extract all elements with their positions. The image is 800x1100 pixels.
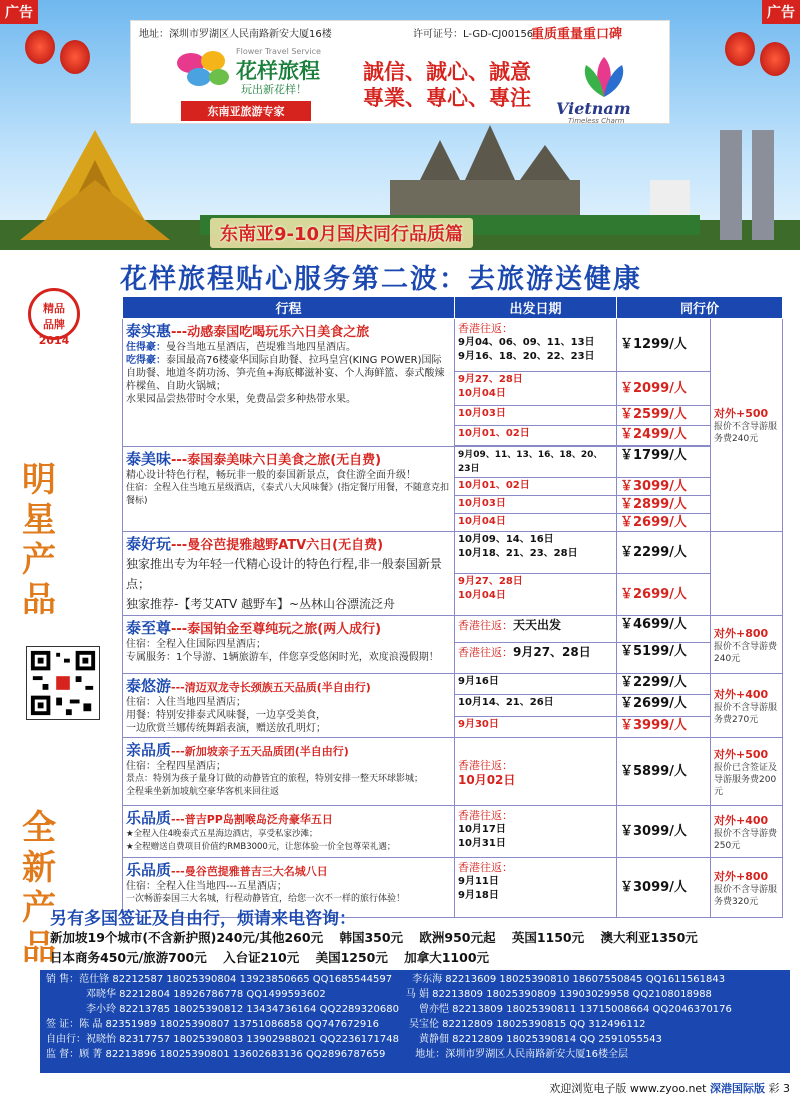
product-name: 乐品质 (126, 861, 172, 879)
visa-item: 入台证210元 (223, 950, 300, 965)
departure-date: 10月09、14、16日 (458, 534, 554, 545)
ad-tag-right: 广告 (762, 0, 800, 24)
product-subtitle: ---曼谷芭提雅越野ATV六日(无自费) (171, 538, 384, 553)
departure-date: 9月04、06、09、11、13日 (458, 337, 595, 348)
desc: 一边欣赏兰娜传统舞蹈表演，赠送放孔明灯； (126, 723, 326, 734)
desc: 曼谷当地五星酒店，芭堤雅当地四星酒店。 (166, 342, 356, 353)
external-surcharge: 对外+500 (714, 747, 769, 761)
departure-date: 9月16日 (458, 676, 499, 687)
table-row (123, 447, 783, 478)
col-price: 同行价 (617, 297, 783, 319)
desc: 住宿：全程四星酒店； (126, 761, 226, 772)
desc: 用餐：特别安排泰式风味餐，一边享受美食， (126, 710, 326, 721)
desc: ★全程赠送自费项目价值约RMB3000元，让您体验一价全包尊荣礼遇； (126, 842, 396, 852)
new-products-label: 全新产品 (22, 808, 56, 968)
departure-date: 10月31日 (458, 838, 506, 849)
product-name: 亲品质 (126, 741, 172, 759)
departure-date: 9月27、28日 (513, 645, 591, 659)
departure-date: 9月30日 (458, 718, 499, 730)
departure-date: 10月04日 (458, 387, 506, 399)
page-title: 花样旅程贴心服务第二波：去旅游送健康 (120, 264, 642, 295)
price: ￥3099/人 (620, 479, 687, 494)
qr-code[interactable] (26, 646, 100, 720)
company-address: 地址：深圳市罗湖区人民南路新安大厦16楼 (139, 29, 332, 40)
price: ￥5899/人 (620, 764, 687, 779)
desc: 住宿：全程入住国际四星酒店； (126, 639, 266, 650)
product-name: 泰至尊 (126, 619, 172, 637)
desc: 独家推荐-【考艾ATV 越野车】~丛林山谷漂流泛舟 (126, 597, 396, 611)
price: ￥4699/人 (620, 617, 687, 632)
price-note: 报价已含签证及导游服务费200元 (714, 762, 778, 797)
visa-item: 韩国350元 (339, 930, 404, 945)
visa-prices (50, 928, 710, 968)
external-surcharge: 对外+400 (714, 813, 769, 827)
price: ￥2699/人 (620, 696, 687, 712)
visa-row-2 (50, 948, 710, 968)
departure-date: 10月01、02日 (458, 428, 530, 440)
more-visa-heading: 另有多国签证及自由行，烦请来电咨询： (50, 909, 356, 929)
hk-label: 香港往返： (458, 619, 513, 632)
footer (0, 1080, 800, 1100)
price: ￥2299/人 (620, 545, 687, 560)
price: ￥2599/人 (620, 407, 687, 423)
product-subtitle: ---新加坡亲子五天品质团(半自由行) (171, 745, 349, 758)
vietnam-text: Vietnam (556, 99, 631, 118)
visa-item: 新加坡19个城市(不含新护照)240元/其他260元 (50, 930, 324, 945)
departure-date: 天天出发 (513, 618, 562, 632)
departure-date: 10月04日 (458, 590, 506, 601)
hk-label: 香港往返： (458, 322, 513, 335)
departure-date: 9月16、18、20、22、23日 (458, 351, 595, 362)
hk-label: 香港往返： (458, 646, 513, 659)
contact-row: 李小玲 82213785 18025390812 13434736164 QQ2289320680 曾亦恺 82213809 18025390811 13715008664 QQ2046370176 (46, 1004, 732, 1015)
page-number: 彩 3 (768, 1082, 790, 1095)
departure-date: 9月27、28日 (458, 576, 523, 587)
brand-name: 花样旅程 (236, 59, 320, 83)
departure-date: 9月27、28日 (458, 373, 523, 385)
season-banner: 东南亚9-10月国庆同行品质篇 (210, 218, 473, 248)
product-subtitle: ---泰国泰美味六日美食之旅(无自费) (171, 453, 382, 468)
price-note: 报价不含导游费250元 (714, 828, 778, 851)
label: 吃得豪： (126, 355, 166, 366)
visa-item: 加拿大1100元 (404, 950, 490, 965)
external-surcharge: 对外+800 (714, 869, 769, 883)
badge-line-3: 2014 (38, 334, 70, 347)
departure-date: 9月11日 (458, 876, 499, 887)
departure-date: 10月03日 (458, 408, 506, 420)
departure-date: 9月18日 (458, 890, 499, 901)
vietnam-lotus-icon (574, 53, 634, 99)
external-surcharge: 对外+800 (714, 626, 769, 640)
desc: 景点：特别为孩子量身订做的动静皆宜的旅程，特别安排一整天环球影城； (126, 774, 424, 784)
brand-service: Flower Travel Service (236, 47, 321, 56)
desc: 住宿：入住当地四星酒店； (126, 697, 246, 708)
vietnam-subtitle: Timeless Charm (568, 117, 625, 125)
desc: 水果园品尝热带时令水果，免费品尝多种热带水果。 (126, 394, 356, 405)
price: ￥3999/人 (620, 717, 687, 733)
price: ￥2099/人 (620, 381, 687, 397)
product-subtitle: ---清迈双龙寺长颈族五天品质(半自由行) (171, 681, 371, 694)
lantern-icon (725, 32, 755, 66)
table-row (123, 616, 783, 643)
vietnam-logo (556, 53, 656, 123)
product-subtitle: ---普吉PP岛割喉岛泛舟豪华五日 (171, 813, 333, 826)
brand-tagline: 东南亚旅游专家 (181, 101, 311, 121)
slogan-line-2: 專業、專心、專注 (363, 86, 531, 110)
table-row (123, 674, 783, 695)
visa-item: 英国1150元 (511, 930, 585, 945)
col-itinerary: 行程 (123, 297, 455, 319)
table-row (123, 532, 783, 574)
price-note: 报价不含导游服务费270元 (714, 702, 778, 725)
contact-row: 邓晓华 82212804 18926786778 QQ1499593602 马 娟 82213809 18025390809 13903029958 QQ2108018988 (46, 989, 712, 1000)
hk-label: 香港往返： (458, 809, 513, 822)
desc: ★全程入住4晚泰式五星海边酒店，享受私家沙滩； (126, 829, 318, 839)
price-note: 报价不含导游费240元 (714, 641, 778, 664)
table-header (123, 297, 783, 319)
table-row (123, 319, 783, 372)
ad-tag-left: 广告 (0, 0, 38, 24)
product-subtitle: ---泰国铂金至尊纯玩之旅(两人成行) (171, 622, 382, 637)
contact-row: 监 督：顾 菁 82213896 18025390801 13602683136 QQ2896787659 地址：深圳市罗湖区人民南路新安大厦16楼全层 (46, 1049, 629, 1060)
product-subtitle: ---曼谷芭提雅普吉三大名城八日 (171, 865, 328, 878)
price: ￥3099/人 (620, 824, 687, 839)
company-info-box (130, 20, 670, 124)
product-name: 泰悠游 (126, 677, 172, 695)
departure-date: 9月09、11、13、16、18、20、23日 (458, 450, 603, 474)
desc: 泰国最高76楼豪华国际自助餐、拉玛皇宫(KING POWER)国际自助餐、地道冬荫功汤、笋壳鱼+海底椰滋补宴、个人海鲜篮、泰式酸辣杵樑鱼、自助火锅城； (126, 355, 445, 392)
departure-date: 10月14、21、26日 (458, 697, 554, 709)
desc: 精心设计特色行程，畅玩非一般的泰国新景点，食住游全面升级！ (126, 470, 416, 481)
table-row (123, 738, 783, 806)
departure-date: 10月04日 (458, 516, 506, 527)
departure-date: 10月17日 (458, 824, 506, 835)
departure-date: 10月01、02日 (458, 480, 530, 491)
desc: 专属服务：1个导游、1辆旅游车，伴您享受悠闲时光，欢度浪漫假期！ (126, 652, 439, 663)
lantern-icon (25, 30, 55, 64)
desc: 独家推出专为年轻一代精心设计的特色行程,非一般泰国新景点； (126, 557, 442, 591)
lantern-icon (760, 42, 790, 76)
contact-row: 自由行：祝晓怡 82317757 18025390803 13902988021 QQ2236171748 黄静佃 82212809 18025390814 QQ 2591055543 (46, 1034, 662, 1045)
departure-date: 10月02日 (458, 772, 516, 787)
slogan-line-1: 誠信、誠心、誠意 (363, 60, 531, 84)
price: ￥1799/人 (620, 448, 687, 463)
footer-text[interactable]: 欢迎浏览电子版 www.zyoo.net (549, 1082, 707, 1095)
desc: 住宿：全程入住当地五星级酒店，《泰式八大风味餐》(指定餐厅用餐，不随意克扣餐标) (126, 483, 450, 506)
visa-item: 美国1250元 (315, 950, 388, 965)
price: ￥3099/人 (620, 880, 687, 895)
product-subtitle: ---动感泰国吃喝玩乐六日美食之旅 (171, 325, 370, 340)
table-row (123, 806, 783, 858)
visa-row-1 (50, 928, 710, 948)
price: ￥2899/人 (620, 497, 687, 512)
brand-badge (28, 288, 80, 347)
price: ￥5199/人 (620, 644, 687, 659)
visa-item: 澳大利亚1350元 (600, 930, 698, 945)
desc: 全程乘坐新加坡航空豪华客机来回往返 (126, 787, 280, 797)
license-number: 许可证号：L-GD-CJ00156 (413, 29, 534, 40)
external-surcharge: 对外+400 (714, 687, 769, 701)
star-products-label: 明星产品 (22, 460, 56, 620)
product-name: 泰美味 (126, 450, 172, 468)
price: ￥1299/人 (620, 337, 687, 353)
desc: 一次畅游泰国三大名城，行程动静皆宜，给您一次不一样的旅行体验！ (126, 894, 406, 904)
brand-subtitle: 玩出新花样！ (241, 83, 307, 96)
lantern-icon (60, 40, 90, 74)
price: ￥2299/人 (620, 675, 687, 690)
quality-motto: 重质重量重口碑 (531, 27, 623, 42)
price-note: 报价不含导游服务费240元 (714, 422, 778, 444)
external-surcharge: 对外+500 (714, 407, 769, 420)
badge-line-2: 品牌 (43, 318, 65, 331)
product-name: 泰实惠 (126, 322, 172, 340)
visa-item: 日本商务450元/旅游700元 (50, 950, 207, 965)
flower-logo-icon (169, 45, 239, 91)
departure-date: 10月03日 (458, 498, 506, 509)
badge-line-1: 精品 (43, 302, 65, 315)
product-table (122, 296, 783, 918)
label: 住得豪： (126, 342, 166, 353)
contact-row: 签 证：陈 晶 82351989 18025390807 13751086858 QQ747672916 吴宝伦 82212809 18025390815 QQ 312496112 (46, 1019, 646, 1030)
hk-label: 香港往返： (458, 861, 513, 874)
contact-row: 销 售：范仕锋 82212587 18025390804 13923850665 QQ1685544597 李东海 82213609 18025390810 18607550845 QQ1611561843 (46, 974, 726, 985)
footer-brand: 深港国际版 (710, 1082, 765, 1095)
departure-date: 10月18、21、23、28日 (458, 548, 578, 559)
price: ￥2699/人 (620, 587, 687, 602)
col-date: 出发日期 (455, 297, 617, 319)
contact-panel (40, 970, 790, 1073)
price: ￥2499/人 (620, 427, 687, 443)
product-name: 乐品质 (126, 809, 172, 827)
product-name: 泰好玩 (126, 535, 172, 553)
desc: 住宿：全程入住当地四---五星酒店； (126, 881, 287, 892)
price-note: 报价不含导游服务费320元 (714, 884, 778, 907)
slogan (363, 59, 531, 111)
visa-item: 欧洲950元起 (419, 930, 496, 945)
price: ￥2699/人 (620, 515, 687, 530)
hk-label: 香港往返： (458, 758, 513, 772)
